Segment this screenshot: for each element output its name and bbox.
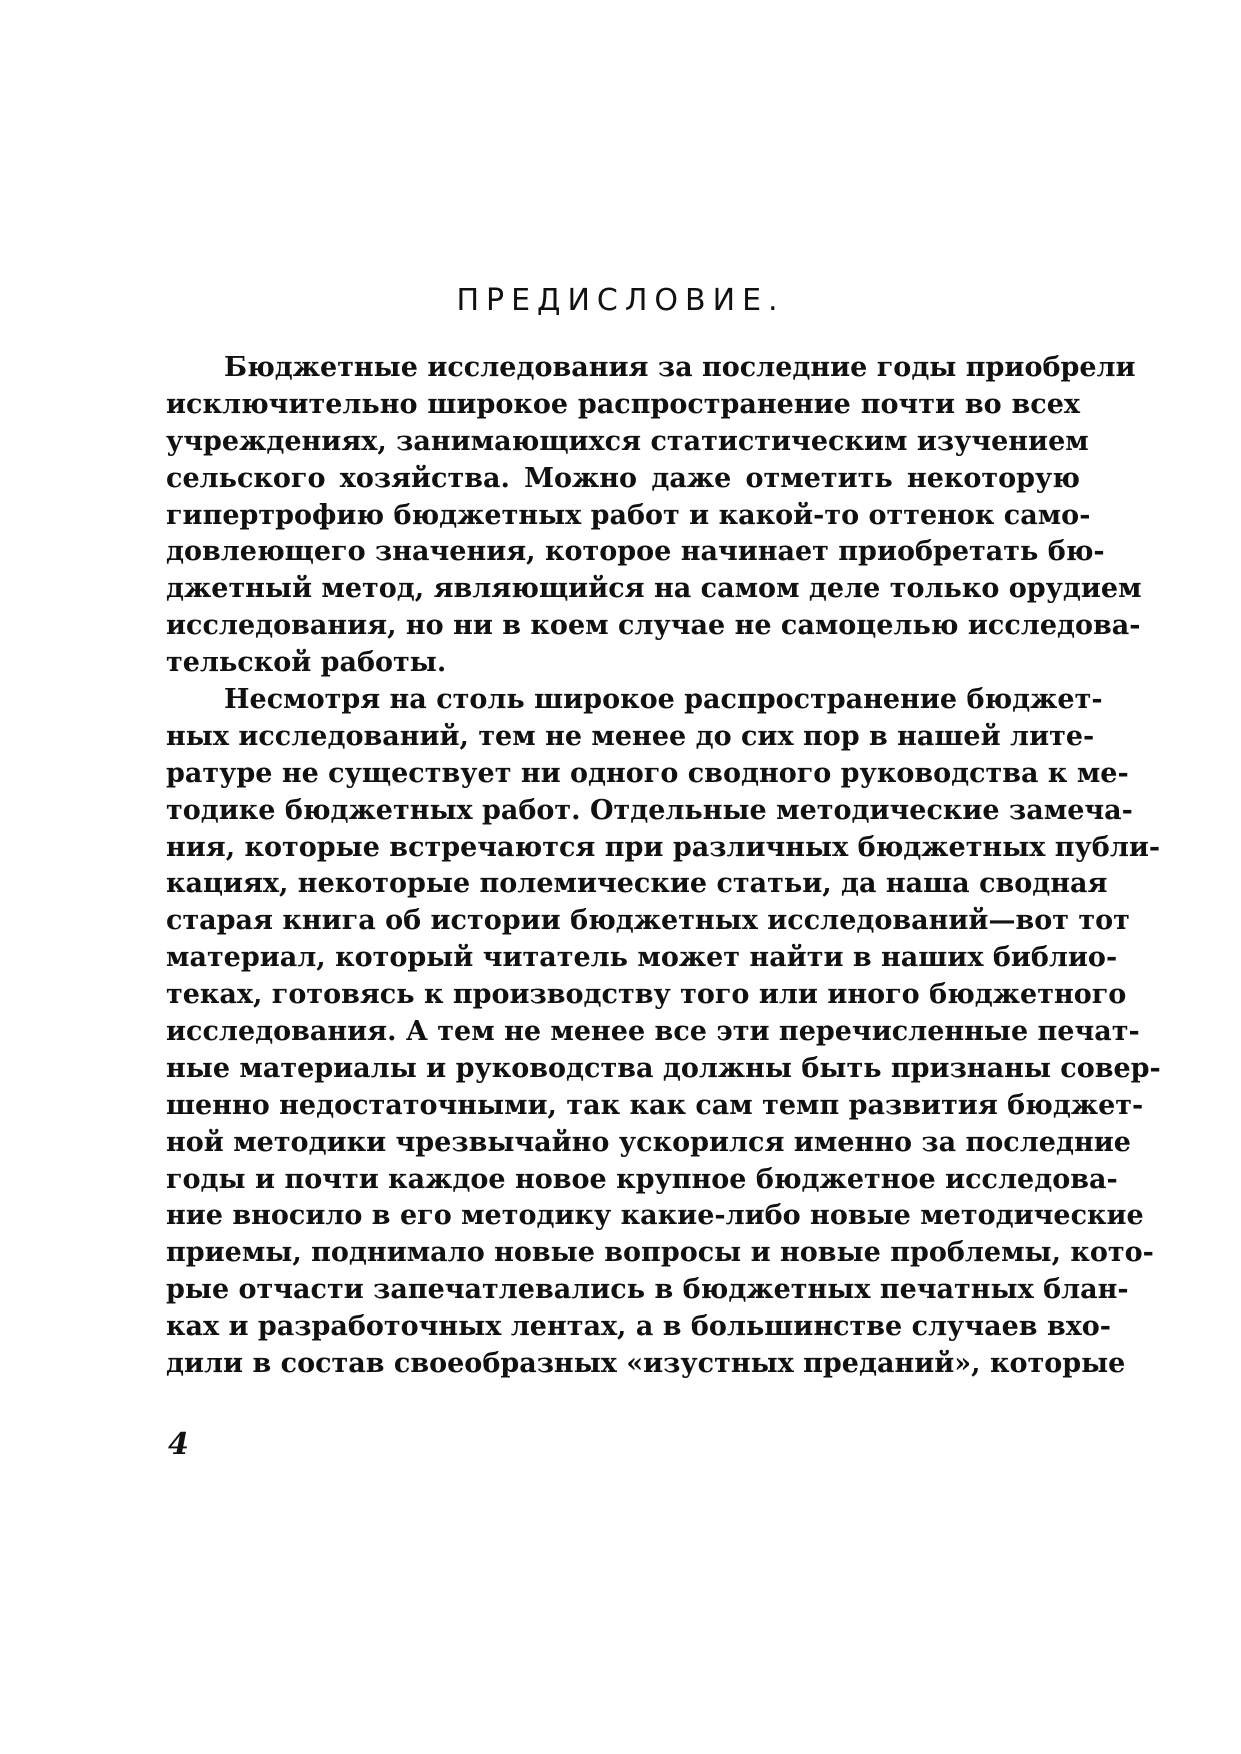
text-line: исследования, но ни в коем случае не самоцелью исследова- (166, 610, 1141, 642)
page-number: 4 (168, 1427, 189, 1462)
text-line: теках, готовясь к производству того или иного бюджетного (166, 979, 1127, 1011)
text-line: ние вносило в его методику какие-либо новые методические (166, 1200, 1144, 1232)
text-line: ных исследований, тем не менее до сих пор в нашей лите- (166, 720, 1095, 752)
text-line: ные материалы и руководства должны быть признаны совер- (166, 1052, 1161, 1084)
text-line: материал, который читатель может найти в наших библио- (166, 942, 1118, 974)
text-line: гипертрофию бюджетных работ и какой-то оттенок само- (166, 499, 1091, 531)
text-line: Несмотря на столь широкое распространение бюджет- (224, 684, 1103, 716)
text-line: ния, которые встречаются при различных бюджетных публи- (166, 831, 1161, 863)
text-line: ратуре не существует ни одного сводного руководства к ме- (166, 757, 1129, 789)
text-line: шенно недостаточными, так как сам темп развития бюджет- (166, 1089, 1144, 1121)
text-line: сельского хозяйства. Можно даже отметить некоторую (166, 462, 1080, 494)
text-line: тельской работы. (166, 647, 447, 679)
text-line: исследования. А тем не менее все эти перечисленные печат- (166, 1016, 1140, 1048)
text-line: кациях, некоторые полемические статьи, да наша сводная (166, 868, 1108, 900)
text-line: Бюджетные исследования за последние годы приобрели (224, 352, 1136, 383)
page-title: ПРЕДИСЛОВИЕ. (456, 283, 785, 318)
text-line: ной методики чрезвычайно ускорился именно за последние (166, 1126, 1131, 1158)
text-line: исключительно широкое распространение почти во всех (166, 388, 1080, 420)
text-line: джетный метод, являющийся на самом деле только орудием (166, 573, 1142, 605)
text-line: годы и почти каждое новое крупное бюджетное исследова- (166, 1163, 1118, 1195)
text-line: ках и разработочных лентах, а в большинстве случаев вхо- (166, 1311, 1112, 1343)
text-line: тодике бюджетных работ. Отдельные методические замеча- (166, 794, 1133, 826)
text-line: приемы, поднимало новые вопросы и новые проблемы, кото- (166, 1237, 1154, 1269)
text-line: рые отчасти запечатлевались в бюджетных печатных блан- (166, 1274, 1129, 1306)
body-text (166, 350, 1161, 1383)
text-line: довлеющего значения, которое начинает приобретать бю- (166, 536, 1105, 568)
text-line: дили в состав своеобразных «изустных преданий», которые (166, 1348, 1126, 1380)
text-line: учреждениях, занимающихся статистическим изучением (166, 425, 1089, 457)
text-line: старая книга об истории бюджетных исследований—вот тот (166, 905, 1130, 937)
